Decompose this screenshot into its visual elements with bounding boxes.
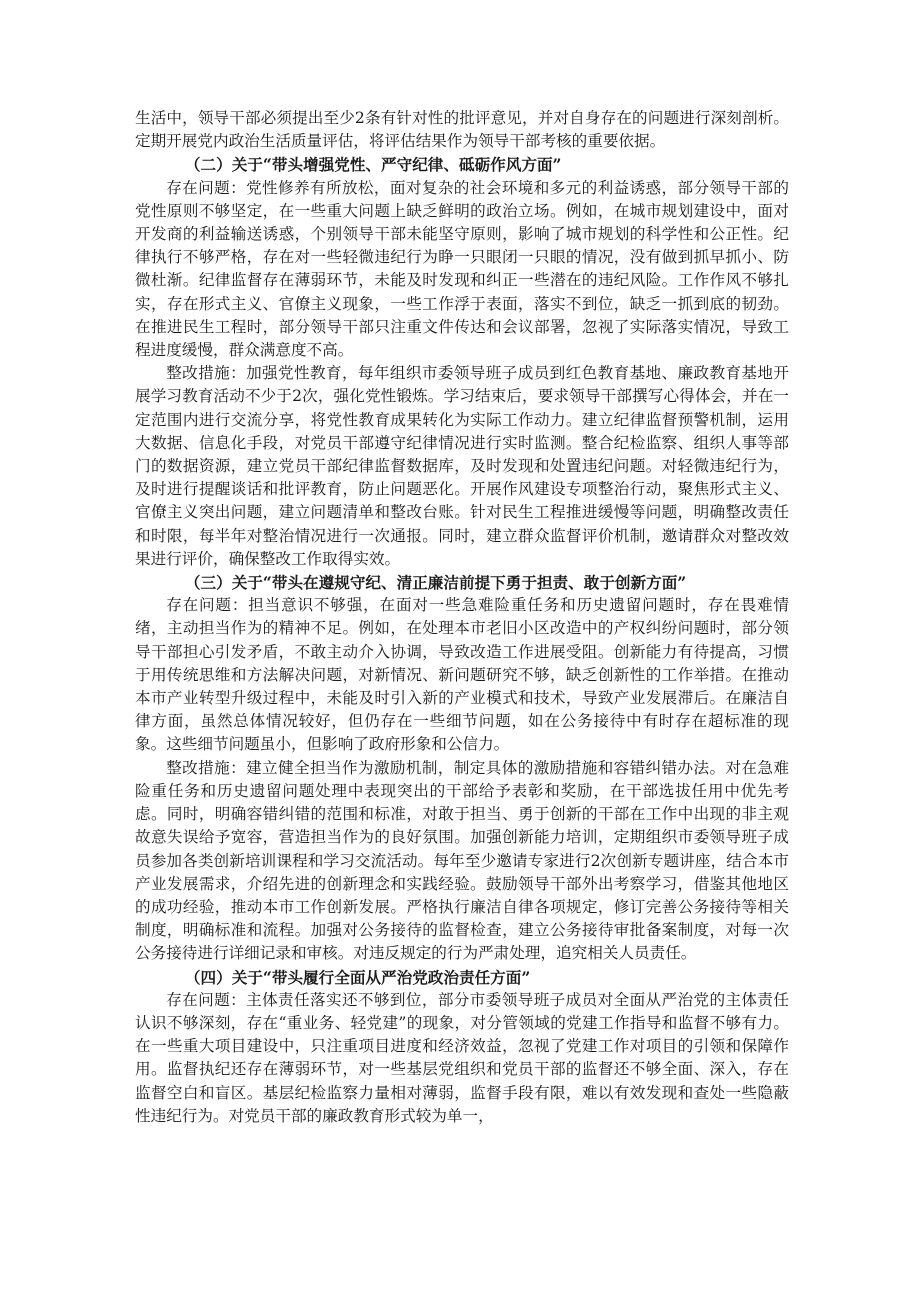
intro-paragraph: 生活中，领导干部必须提出至少2条有针对性的批评意见，并对自身存在的问题进行深刻剖析。定期开展党内政治生活质量评估，将评估结果作为领导干部考核的重要依据。: [135, 109, 789, 151]
section-3-measures: 整改措施：建立健全担当作为激励机制，制定具体的激励措施和容错纠错办法。对在急难险重任务和历史遗留问题处理中表现突出的干部给予表彰和奖励，在干部选拔任用中优先考虑。同时，明确容错纠错的范围和标准，对敢于担当、勇于创新的干部在工作中出现的非主观故意失误给予宽容，营造担当作为的良好氛围。加强创新能力培训，定期组织市委领导班子成员参加各类创新培训课程和学习交流活动。每年至少邀请专家进行2次创新专题讲座，结合本市产业发展需求，介绍先进的创新理念和实践经验。鼓励领导干部外出考察学习，借鉴其他地区的成功经验，推动本市工作创新发展。严格执行廉洁自律各项规定，修订完善公务接待等相关制度，明确标准和流程。加强对公务接待的监督检查，建立公务接待审批备案制度，对每一次公务接待进行详细记录和审核。对违反规定的行为严肃处理，追究相关人员责任。: [135, 758, 789, 963]
section-heading-3: （三）关于“带头在遵规守纪、清正廉洁前提下勇于担责、敢于创新方面”: [184, 573, 687, 593]
section-heading-4: （四）关于“带头履行全面从严治党政治责任方面”: [184, 967, 531, 987]
section-4-problems: 存在问题：主体责任落实还不够到位，部分市委领导班子成员对全面从严治党的主体责任认识不够深刻，存在“重业务、轻党建”的现象，对分管领域的党建工作指导和监督不够有力。在一些重大项目建设中，只注重项目进度和经济效益，忽视了党建工作对项目的引领和保障作用。监督执纪还存在薄弱环节，对一些基层党组织和党员干部的监督还不够全面、深入，存在监督空白和盲区。基层纪检监察力量相对薄弱，监督手段有限，难以有效发现和查处一些隐蔽性违纪行为。对党员干部的廉政教育形式较为单一，: [135, 990, 789, 1125]
section-heading-2: （二）关于“带头增强党性、严守纪律、砥砺作风方面”: [184, 155, 562, 175]
section-2-measures: 整改措施：加强党性教育，每年组织市委领导班子成员到红色教育基地、廉政教育基地开展学习教育活动不少于2次，强化党性锻炼。学习结束后，要求领导干部撰写心得体会，并在一定范围内进行交流分享，将党性教育成果转化为实际工作动力。建立纪律监督预警机制，运用大数据、信息化手段，对党员干部遵守纪律情况进行实时监测。整合纪检监察、组织人事等部门的数据资源，建立党员干部纪律监督数据库，及时发现和处置违纪问题。对轻微违纪行为，及时进行提醒谈话和批评教育，防止问题恶化。开展作风建设专项整治行动，聚焦形式主义、官僚主义突出问题，建立问题清单和整改台账。针对民生工程推进缓慢等问题，明确整改责任和时限，每半年对整治情况进行一次通报。同时，建立群众监督评价机制，邀请群众对整改效果进行评价，确保整改工作取得实效。: [135, 364, 789, 568]
section-3-problems: 存在问题：担当意识不够强，在面对一些急难险重任务和历史遗留问题时，存在畏难情绪，主动担当作为的精神不足。例如，在处理本市老旧小区改造中的产权纠纷问题时，部分领导干部担心引发矛盾，不敢主动介入协调，导致改造工作进展受阻。创新能力有待提高，习惯于用传统思维和方法解决问题，对新情况、新问题研究不够，缺乏创新性的工作举措。在推动本市产业转型升级过程中，未能及时引入新的产业模式和技术，导致产业发展滞后。在廉洁自律方面，虽然总体情况较好，但仍存在一些细节问题，如在公务接待中有时存在超标准的现象。这些细节问题虽小，但影响了政府形象和公信力。: [135, 596, 789, 754]
document-page: [135, 107, 789, 1128]
section-2-problems: 存在问题：党性修养有所放松，面对复杂的社会环境和多元的利益诱惑，部分领导干部的党性原则不够坚定，在一些重大问题上缺乏鲜明的政治立场。例如，在城市规划建设中，面对开发商的利益输送诱惑，个别领导干部未能坚守原则，影响了城市规划的科学性和公正性。纪律执行不够严格，存在对一些轻微违纪行为睁一只眼闭一只眼的情况，没有做到抓早抓小、防微杜渐。纪律监督存在薄弱环节，未能及时发现和纠正一些潜在的违纪风险。工作作风不够扎实，存在形式主义、官僚主义现象，一些工作浮于表面，落实不到位，缺乏一抓到底的韧劲。在推进民生工程时，部分领导干部只注重文件传达和会议部署，忽视了实际落实情况，导致工程进度缓慢，群众满意度不高。: [135, 178, 789, 360]
